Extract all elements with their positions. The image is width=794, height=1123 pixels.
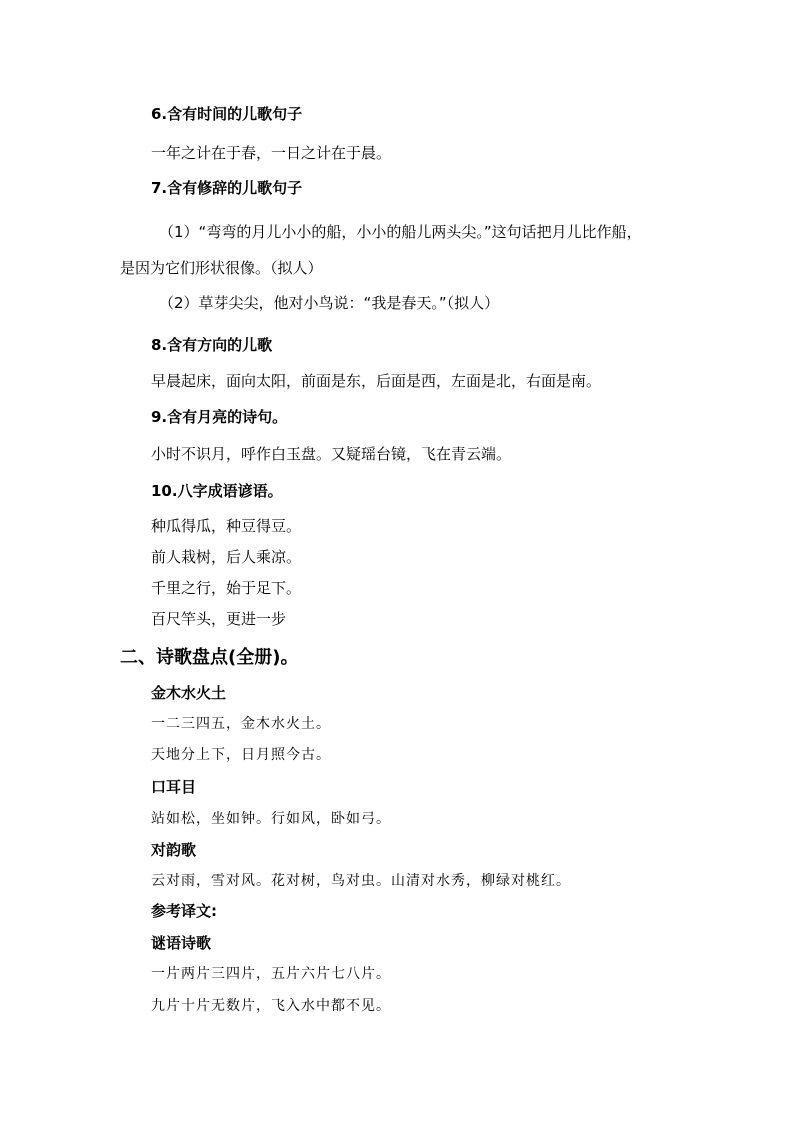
section-10-line-4: 百尺竿头，更进一步 [151, 610, 287, 628]
poem-1-line-2: 天地分上下，日月照今古。 [151, 747, 331, 763]
poem-4-line-2: 九片十片无数片，飞入水中都不见。 [151, 998, 391, 1014]
poem-4-title: 谜语诗歌 [151, 934, 212, 952]
reference-label: 参考译文: [151, 902, 217, 920]
section-10-line-1: 种瓜得瓜，种豆得豆。 [151, 517, 302, 535]
poem-1-title: 金木水火土 [151, 684, 227, 702]
section-8-line-1: 早晨起床，面向太阳，前面是东，后面是西，左面是北，右面是南。 [151, 372, 602, 390]
section-7-item-1: （1）“弯弯的月儿小小的船，小小的船儿两头尖。”这句话把月儿比作船， [159, 223, 642, 241]
section-10-line-2: 前人栽树，后人乘凉。 [151, 548, 302, 566]
poem-1-line-1: 一二三四五，金木水火土。 [151, 716, 331, 732]
section-10-line-3: 千里之行，始于足下。 [151, 579, 302, 597]
section-6-heading: 6.含有时间的儿歌句子 [151, 105, 303, 123]
poem-2-line-1: 站如松，坐如钟。行如风，卧如弓。 [151, 811, 391, 827]
part-2-title: 二、诗歌盘点(全册)。 [120, 647, 299, 668]
section-9-line-1: 小时不识月，呼作白玉盘。又疑瑶台镜，飞在青云端。 [151, 445, 512, 463]
section-9-heading: 9.含有月亮的诗句。 [151, 408, 288, 426]
section-8-heading: 8.含有方向的儿歌 [151, 336, 273, 354]
poem-3-line-1: 云对雨，雪对风。花对树，鸟对虫。山清对水秀，柳绿对桃红。 [151, 873, 571, 889]
section-7-item-1-cont: 是因为它们形状很像。（拟人） [120, 259, 323, 277]
section-6-line-1: 一年之计在于春，一日之计在于晨。 [151, 144, 392, 162]
poem-4-line-1: 一片两片三四片，五片六片七八片。 [151, 966, 391, 982]
section-10-heading: 10.八字成语谚语。 [151, 482, 283, 500]
poem-2-title: 口耳目 [151, 778, 197, 796]
section-7-item-2: （2）草芽尖尖，他对小鸟说：“我是春天。”（拟人） [159, 294, 500, 312]
section-7-heading: 7.含有修辞的儿歌句子 [151, 179, 303, 197]
poem-3-title: 对韵歌 [151, 841, 197, 859]
